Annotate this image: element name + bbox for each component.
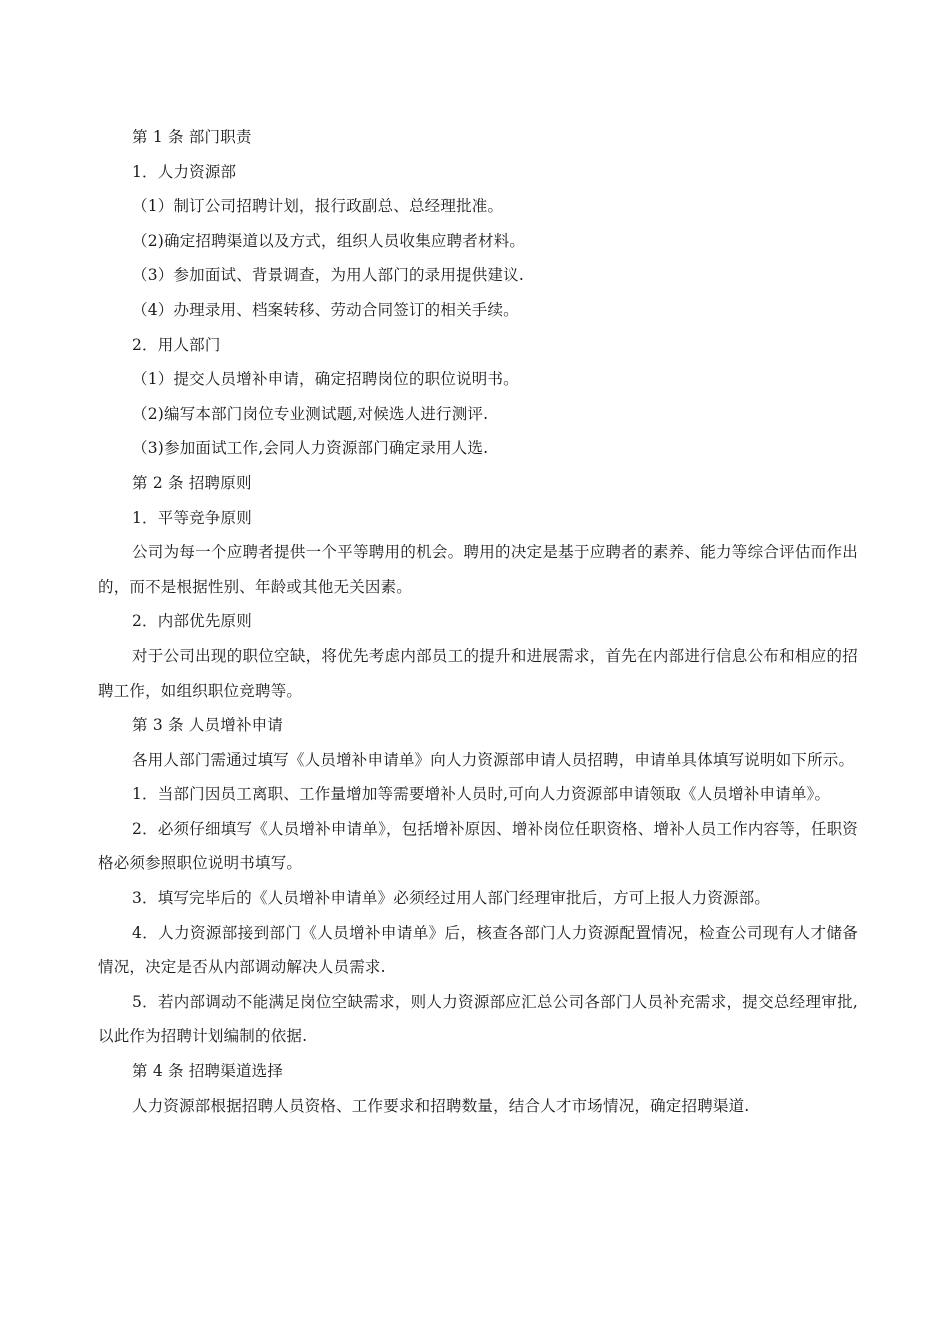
article-4-paragraph: 人力资源部根据招聘人员资格、工作要求和招聘数量，结合人才市场情况，确定招聘渠道. <box>132 1096 750 1115</box>
article-2-heading: 第 2 条 招聘原则 <box>132 473 252 492</box>
hr-duty-2: （2)确定招聘渠道以及方式，组织人员收集应聘者材料。 <box>132 231 526 250</box>
article-3-intro-paragraph: 各用人部门需通过填写《人员增补申请单》向人力资源部申请人员招聘，申请单具体填写说明如下所示。 <box>132 750 855 769</box>
principle-2-paragraph: 对于公司出现的职位空缺，将优先考虑内部员工的提升和进展需求，首先在内部进行信息公布和相应的招聘工作，如组织职位竞聘等。 <box>98 646 858 700</box>
principle-2-subheading: 2．内部优先原则 <box>132 612 252 631</box>
hr-duty-3: （3）参加面试、背景调查，为用人部门的录用提供建议. <box>132 266 524 285</box>
article-3-item-4: 4．人力资源部接到部门《人员增补申请单》后，核查各部门人力资源配置情况，检查公司现有人才储备情况，决定是否从内部调动解决人员需求. <box>98 923 858 977</box>
article-3-item-2: 2．必须仔细填写《人员增补申请单》，包括增补原因、增补岗位任职资格、增补人员工作内容等，任职资格必须参照职位说明书填写。 <box>98 819 858 873</box>
hiring-dept-duty-1: （1）提交人员增补申请，确定招聘岗位的职位说明书。 <box>132 370 519 389</box>
hr-dept-subheading: 1．人力资源部 <box>132 162 237 181</box>
hiring-dept-duty-3: （3)参加面试工作,会同人力资源部门确定录用人选. <box>132 439 489 458</box>
hr-duty-1: （1）制订公司招聘计划，报行政副总、总经理批准。 <box>132 197 504 216</box>
principle-1-subheading: 1．平等竞争原则 <box>132 508 252 527</box>
hr-duty-4: （4）办理录用、档案转移、劳动合同签订的相关手续。 <box>132 300 519 319</box>
article-3-heading: 第 3 条 人员增补申请 <box>132 716 284 735</box>
article-3-item-3: 3．填写完毕后的《人员增补申请单》必须经过用人部门经理审批后，方可上报人力资源部。 <box>132 889 771 908</box>
article-3-item-1: 1．当部门因员工离职、工作量增加等需要增补人员时,可向人力资源部申请领取《人员增补申请单》。 <box>132 785 831 804</box>
article-3-item-5: 5．若内部调动不能满足岗位空缺需求，则人力资源部应汇总公司各部门人员补充需求，提交总经理审批,以此作为招聘计划编制的依据. <box>98 992 858 1046</box>
document-page <box>98 120 858 1123</box>
article-1-heading: 第 1 条 部门职责 <box>132 128 252 146</box>
hiring-dept-duty-2: （2)编写本部门岗位专业测试题,对候选人进行测评. <box>132 404 489 423</box>
article-4-heading: 第 4 条 招聘渠道选择 <box>132 1062 284 1081</box>
principle-1-paragraph: 公司为每一个应聘者提供一个平等聘用的机会。聘用的决定是基于应聘者的素养、能力等综合评估而作出的，而不是根据性别、年龄或其他无关因素。 <box>98 543 858 596</box>
hiring-dept-subheading: 2．用人部门 <box>132 335 221 354</box>
